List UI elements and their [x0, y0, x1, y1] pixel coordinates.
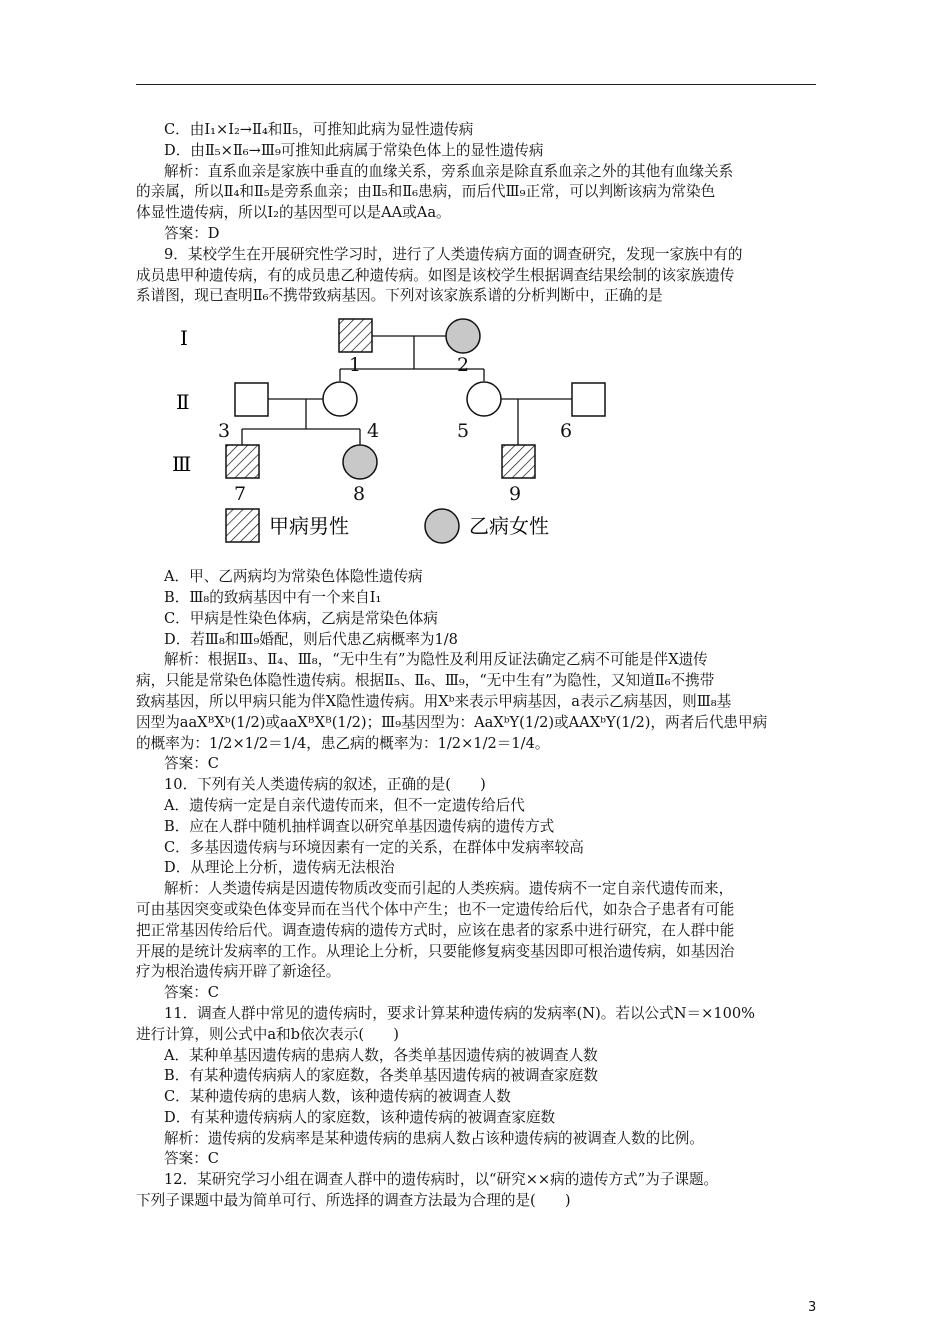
individual-I2-affected-female — [446, 319, 480, 353]
q9-analysis-line: 致病基因，所以甲病只能为伴X隐性遗传病。用Xᵇ来表示甲病基因，a表示乙病基因，则Ⅲ₈基 — [136, 692, 732, 710]
q9-answer: 答案：C — [164, 755, 219, 773]
generation-label: Ⅲ — [172, 452, 192, 477]
q11-analysis: 解析：遗传病的发病率是某种遗传病的患病人数占该种遗传病的被调查人数的比例。 — [164, 1129, 704, 1147]
q9-stem-line: 成员患甲种遗传病，有的成员患乙种遗传病。如图是该校学生根据调查结果绘制的该家族遗传 — [136, 266, 735, 284]
individual-number: 5 — [457, 420, 470, 443]
individual-number: 1 — [349, 354, 362, 377]
q10-analysis-line: 开展的是统计发病率的工作。从理论上分析，只要能修复病变基因即可根治遗传病，如基因治 — [136, 942, 735, 960]
q8-analysis-line: 的亲属，所以Ⅱ₄和Ⅱ₅是旁系血亲；由Ⅱ₅和Ⅱ₆患病，而后代Ⅲ₉正常，可以判断该病为常染色 — [136, 183, 716, 201]
q10-stem: 10．下列有关人类遗传病的叙述，正确的是( ) — [164, 776, 486, 794]
individual-II6-male — [572, 383, 605, 416]
q10-analysis-line: 疗为根治遗传病开辟了新途径。 — [136, 963, 341, 981]
individual-III7-affected-male — [226, 445, 259, 478]
q8-analysis-line: 解析：直系血亲是家族中垂直的血缘关系，旁系血亲是除直系血亲之外的其他有血缘关系 — [164, 162, 734, 180]
individual-I1-affected-male — [339, 319, 372, 352]
q11-option: A．某种单基因遗传病的患病人数，各类单基因遗传病的被调查人数 — [164, 1046, 598, 1064]
individual-III9-affected-male — [502, 445, 535, 478]
individual-number: 7 — [234, 483, 247, 506]
q8-answer: 答案：D — [164, 224, 220, 242]
q11-option: B．有某种遗传病病人的家庭数，各类单基因遗传病的被调查家庭数 — [164, 1067, 598, 1085]
individual-number: 6 — [560, 420, 573, 443]
q11-stem-line: 11．调查人群中常见的遗传病时，要求计算某种遗传病的发病率(N)。若以公式N＝×100% — [164, 1004, 756, 1022]
individual-number: 2 — [457, 354, 470, 377]
q9-analysis-line: 病，只能是常染色体隐性遗传病。根据Ⅱ₅、Ⅱ₆、Ⅲ₉，“无中生有”为隐性，又知道Ⅱ₆不携带 — [136, 672, 715, 690]
individual-number: 9 — [509, 483, 522, 506]
q9-analysis-line: 解析：根据Ⅱ₃、Ⅱ₄、Ⅲ₈，“无中生有”为隐性及利用反证法确定乙病不可能是伴X遗传 — [164, 651, 708, 669]
generation-label: Ⅱ — [176, 390, 190, 415]
q9-stem-line: 9．某校学生在开展研究性学习时，进行了人类遗传病方面的调查研究，发现一家族中有的 — [164, 245, 743, 263]
q11-option: C．某种遗传病的患病人数，该种遗传病的被调查人数 — [164, 1088, 511, 1106]
q8-option-c: C．由Ⅰ₁×Ⅰ₂→Ⅱ₄和Ⅱ₅，可推知此病为显性遗传病 — [164, 121, 474, 138]
individual-number: 3 — [218, 420, 231, 443]
q8-analysis-line: 体显性遗传病，所以Ⅰ₂的基因型可以是AA或Aa。 — [136, 204, 451, 222]
generation-label: Ⅰ — [180, 326, 188, 351]
q11-option: D．有某种遗传病病人的家庭数，该种遗传病的被调查家庭数 — [164, 1108, 556, 1126]
q9-analysis-line: 因型为aaXᴮXᵇ(1/2)或aaXᴮXᴮ(1/2)；Ⅲ₉基因型为：AaXᵇY(1/2)或AAXᵇY(1/2)，两者后代患甲病 — [136, 713, 768, 731]
q11-answer: 答案：C — [164, 1150, 219, 1168]
pedigree-chart — [136, 309, 816, 567]
q12-stem-line: 下列子课题中最为简单可行、所选择的调查方法最为合理的是( ) — [136, 1192, 571, 1210]
q9-analysis-line: 的概率为：1/2×1/2＝1/4，患乙病的概率为：1/2×1/2＝1/4。 — [136, 734, 550, 752]
q10-analysis-line: 把正常基因传给后代。调查遗传病的遗传方式时，应该在患者的家系中进行研究，在人群中能 — [136, 921, 735, 939]
q10-option: B．应在人群中随机抽样调查以研究单基因遗传病的遗传方式 — [164, 817, 555, 835]
q10-analysis-line: 解析：人类遗传病是因遗传物质改变而引起的人类疾病。遗传病不一定自亲代遗传而来， — [164, 880, 734, 898]
q9-option: B．Ⅲ₈的致病基因中有一个来自Ⅰ₁ — [164, 588, 382, 606]
page-number: 3 — [808, 1300, 817, 1315]
q8-option-d: D．由Ⅱ₅×Ⅱ₆→Ⅲ₉可推知此病属于常染色体上的显性遗传病 — [164, 141, 544, 159]
q10-option: D．从理论上分析，遗传病无法根治 — [164, 859, 395, 877]
q10-answer: 答案：C — [164, 984, 219, 1002]
q9-option: D．若Ⅲ₈和Ⅲ₉婚配，则后代患乙病概率为1/8 — [164, 630, 458, 648]
page-content — [136, 120, 816, 1212]
q9-stem-line: 系谱图，现已查明Ⅱ₆不携带致病基因。下列对该家族系谱的分析判断中，正确的是 — [136, 287, 663, 305]
individual-III8-affected-female — [343, 445, 377, 479]
q10-option: A．遗传病一定是自亲代遗传而来，但不一定遗传给后代 — [164, 796, 525, 814]
individual-number: 8 — [353, 483, 366, 506]
legend-male-label: 甲病男性 — [269, 514, 349, 539]
q10-analysis-line: 可由基因突变或染色体变异而在当代个体中产生；也不一定遗传给后代，如杂合子患者有可能 — [136, 900, 735, 918]
q9-option: A．甲、乙两病均为常染色体隐性遗传病 — [164, 568, 423, 586]
header-rule — [136, 84, 816, 85]
individual-II4-female — [323, 382, 357, 416]
legend-affected-male-icon — [226, 509, 259, 542]
legend-female-label: 乙病女性 — [469, 514, 549, 539]
legend-affected-female-icon — [425, 509, 459, 543]
individual-II3-male — [235, 383, 268, 416]
individual-II5-female — [467, 382, 501, 416]
individual-number: 4 — [367, 420, 380, 443]
q11-stem-line: 进行计算，则公式中a和b依次表示( ) — [136, 1025, 399, 1043]
q9-option: C．甲病是性染色体病，乙病是常染色体病 — [164, 609, 438, 627]
q12-stem-line: 12．某研究学习小组在调查人群中的遗传病时，以“研究××病的遗传方式”为子课题。 — [164, 1171, 719, 1189]
q10-option: C．多基因遗传病与环境因素有一定的关系，在群体中发病率较高 — [164, 838, 584, 856]
